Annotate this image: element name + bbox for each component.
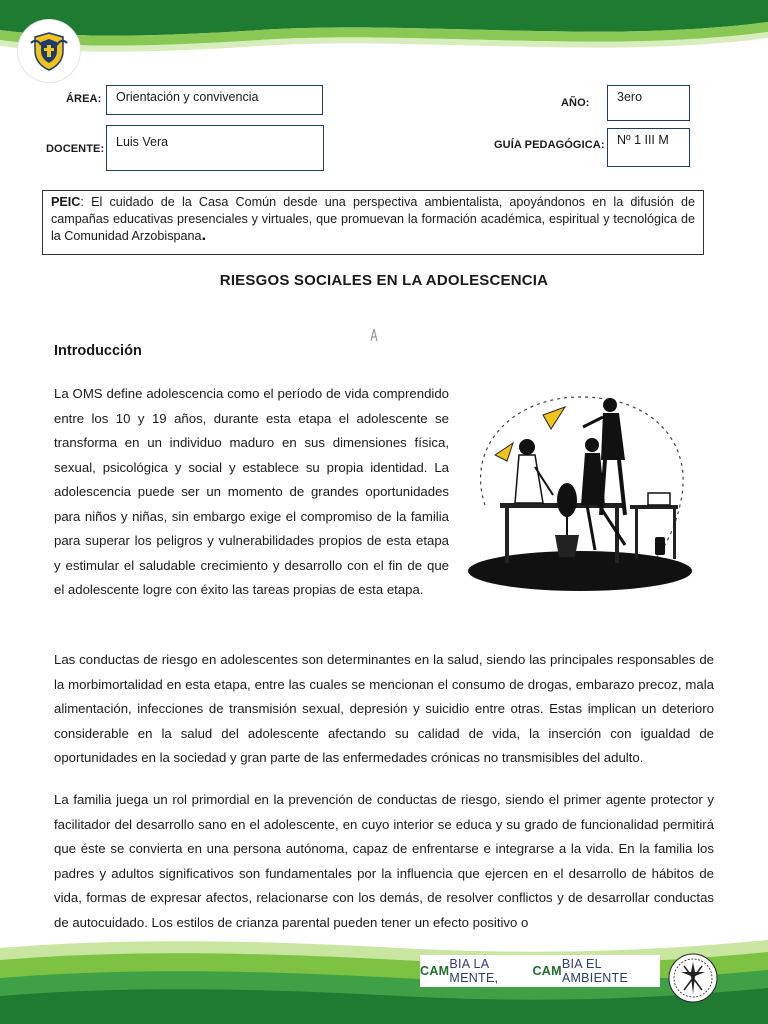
guide-label: GUÍA PEDAGÓGICA: xyxy=(494,139,605,151)
slogan-rest-2: BIA EL AMBIENTE xyxy=(561,957,629,985)
peic-end: . xyxy=(201,225,207,244)
area-field: Orientación y convivencia xyxy=(106,85,323,115)
teacher-label: DOCENTE: xyxy=(46,143,105,155)
teacher-field: Luis Vera xyxy=(106,125,324,171)
paragraph-2: Las conductas de riesgo en adolescentes son determinantes en la salud, siendo las principales responsables de la morbimortalidad en esta etapa, entre las cuales se mencionan el consumo de drogas, embarazo precoz, mala alimentación, infecciones de transmisión sexual, depresión y suicidio entre otras. Estas implican un deterioro considerable en la salud del adolescente afectando su calidad de vida, la inserción con igualdad de oportunidades en la sociedad y gran parte de las enfermedades crónicas no transmisibles del adulto. xyxy=(54,652,714,765)
year-field: 3ero xyxy=(607,85,690,121)
peic-statement xyxy=(42,190,704,255)
slogan-strong-1: CAM xyxy=(420,964,450,978)
footer-slogan xyxy=(420,955,660,987)
adolescents-study-illustration xyxy=(455,385,700,610)
dominican-seal-logo xyxy=(668,948,718,1008)
document-title: RIESGOS SOCIALES EN LA ADOLESCENCIA xyxy=(219,272,549,289)
slogan-rest-1: BIA LA MENTE, xyxy=(449,957,499,985)
peic-text: : El cuidado de la Casa Común desde una perspectiva ambientalista, apoyándonos en la difusión de campañas educativas presenciales y virtuales, que promuevan la formación académica, espiritual y tecnológica de la Comunidad Arzobispana xyxy=(51,195,695,243)
guide-field: Nº 1 III M xyxy=(607,128,690,167)
section-title-introduction: Introducción xyxy=(54,343,142,359)
paragraph-3: La familia juega un rol primordial en la prevención de conductas de riesgo, siendo el primer agente protector y facilitador del desarrollo sano en el adolescente, en cuyo interior se educa y su grado de funcionalidad permitirá que éste se convierta en una persona autónoma, capaz de enfrentarse e integrarse a la vida. En la familia los padres y adultos significativos son fundamentales por la influencia que ejercen en el desarrollo de hábitos de vida, formas de expresar afectos, relacionarse con los demás, de resolver conflictos y de desarrollar conductas de autocuidado. Los estilos de crianza parental pueden tener un efecto positivo o xyxy=(54,792,714,930)
area-label: ÁREA: xyxy=(66,93,102,105)
stray-mark-icon xyxy=(370,328,378,345)
paragraph-1: La OMS define adolescencia como el período de vida comprendido entre los 10 y 19 años, durante esta etapa el adolescente se transforma en un individuo maduro en sus dimensiones física, sexual, psicológica y social y establece su propia identidad. La adolescencia puede ser un momento de grandes oportunidades para niños y niñas, sin embargo exige el compromiso de la familia para superar los peligros y vulnerabilidades propios de esta etapa y estimular el saludable crecimiento y desarrollo con el fin de que el adolescente logre con éxito las tareas propias de esta etapa. xyxy=(54,386,449,597)
school-crest-logo xyxy=(18,20,80,82)
year-label: AÑO: xyxy=(561,97,590,109)
header-wave-band xyxy=(0,0,768,60)
slogan-strong-2: CAM xyxy=(532,964,562,978)
peic-label: PEIC xyxy=(51,195,81,209)
